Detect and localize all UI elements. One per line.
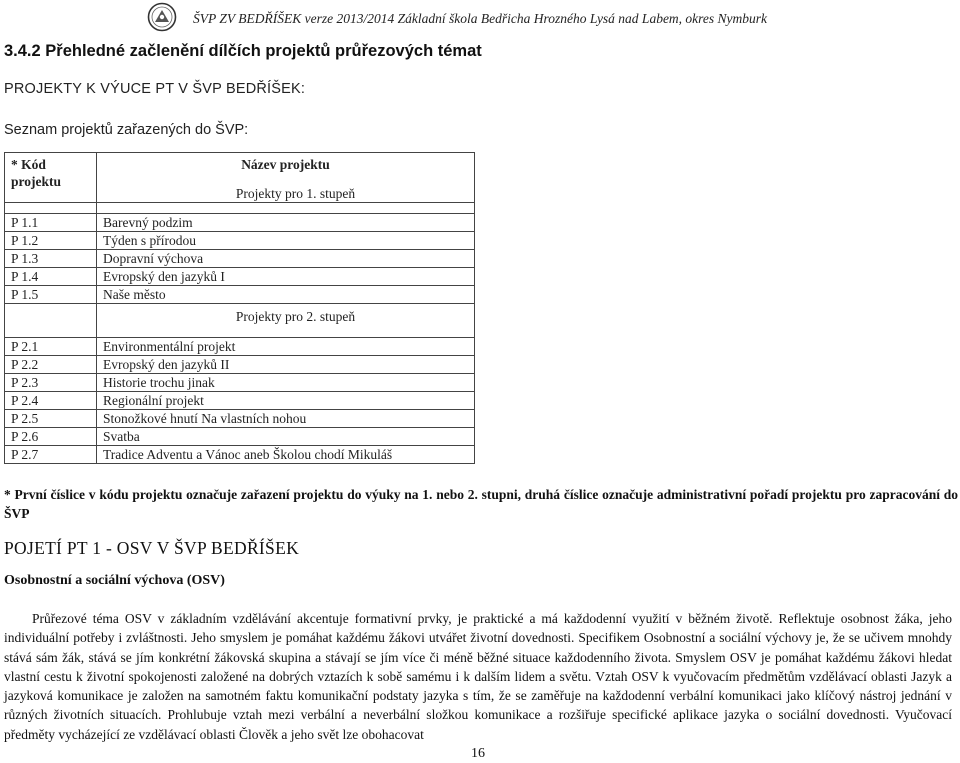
table-row: [5, 446, 475, 464]
project-code: P 1.1: [5, 214, 97, 232]
project-code: P 1.5: [5, 286, 97, 304]
table-row: [5, 250, 475, 268]
project-name: Evropský den jazyků I: [97, 268, 475, 286]
table-row: [5, 392, 475, 410]
projects-table: [4, 152, 475, 464]
osv-subheading: Osobnostní a sociální výchova (OSV): [4, 573, 225, 588]
page-number: 16: [471, 746, 485, 761]
project-code: P 1.2: [5, 232, 97, 250]
table-row: [5, 268, 475, 286]
spacer-row: [5, 203, 475, 214]
project-code: P 2.2: [5, 356, 97, 374]
project-name: Evropský den jazyků II: [97, 356, 475, 374]
project-name: Regionální projekt: [97, 392, 475, 410]
project-name: Barevný podzim: [97, 214, 475, 232]
project-code: P 2.1: [5, 338, 97, 356]
group1-rows: [5, 214, 475, 304]
project-name: Svatba: [97, 428, 475, 446]
group2-rows: [5, 338, 475, 464]
project-name: Naše město: [97, 286, 475, 304]
project-name: Historie trochu jinak: [97, 374, 475, 392]
footnote: * První číslice v kódu projektu označuje zařazení projektu do výuky na 1. nebo 2. stupni, druhá číslice označuje administrativní pořadí projektu pro zapracování do ŠVP: [4, 487, 958, 521]
table-row: [5, 286, 475, 304]
header-text: ŠVP ZV BEDŘÍŠEK verze 2013/2014 Základní škola Bedřicha Hrozného Lysá nad Labem, okres Nymburk: [193, 11, 768, 26]
group2-label: Projekty pro 2. stupeň: [97, 304, 475, 338]
page-header: [0, 0, 960, 32]
section-title: 3.4.2 Přehledné začlenění dílčích projektů průřezových témat: [4, 42, 482, 60]
osv-heading: POJETÍ PT 1 - OSV V ŠVP BEDŘÍŠEK: [4, 538, 300, 558]
table-row: [5, 356, 475, 374]
project-name: Dopravní výchova: [97, 250, 475, 268]
project-code: P 2.5: [5, 410, 97, 428]
table-row: [5, 214, 475, 232]
project-code: P 2.6: [5, 428, 97, 446]
project-name: Environmentální projekt: [97, 338, 475, 356]
header-name: Název projektu: [241, 157, 330, 172]
project-code: P 1.4: [5, 268, 97, 286]
project-code: P 1.3: [5, 250, 97, 268]
table-header-row: [5, 153, 475, 203]
project-code: P 2.7: [5, 446, 97, 464]
table-row: [5, 338, 475, 356]
table-row: [5, 428, 475, 446]
table-row: [5, 232, 475, 250]
project-code: P 2.3: [5, 374, 97, 392]
header-code: * Kód projektu: [5, 153, 97, 203]
header-name-cell: [97, 153, 475, 203]
project-name: Týden s přírodou: [97, 232, 475, 250]
group2-header-row: [5, 304, 475, 338]
list-title: Seznam projektů zařazených do ŠVP:: [4, 122, 249, 138]
project-code: P 2.4: [5, 392, 97, 410]
project-name: Stonožkové hnutí Na vlastních nohou: [97, 410, 475, 428]
school-crest-icon: [145, 2, 179, 32]
project-name: Tradice Adventu a Vánoc aneb Školou chodí Mikuláš: [97, 446, 475, 464]
subtitle: PROJEKTY K VÝUCE PT V ŠVP BEDŘÍŠEK:: [4, 81, 306, 97]
table-row: [5, 410, 475, 428]
table-row: [5, 374, 475, 392]
group1-label: Projekty pro 1. stupeň: [235, 186, 356, 201]
osv-paragraph: Průřezové téma OSV v základním vzdělávání akcentuje formativní prvky, je praktické a má každodenní využití v běžném životě. Reflektuje osobnost žáka, jeho individuální potřeby i zvláštnosti. Jeho smyslem je pomáhat každému žákovi utvářet životní dovednosti. Specifikem Osobnostní a sociální výchovy je, že se učivem mnohdy stává sám žák, stává se jím konkrétní žákovská skupina a stávají se jím více či méně běžné situace každodenního života. Smyslem OSV je pomáhat každému žákovi hledat vlastní cestu k životní spokojenosti založené na dobrých vztazích k sobě samému i k dalším lidem a světu. Vztah OSV k vyučovacím předmětům vzdělávací oblasti Jazyk a jazyková komunikace je založen na samotném faktu komunikační podstaty jazyka s tím, že se zaměřuje na každodenní verbální komunikaci jako klíčový nástroj jednání v různých životních situacích. Prohlubuje vztah mezi verbální a neverbální složkou komunikace a rozšiřuje specifické aplikace jazyka o sociální dovednosti. Vyučovací předměty vycházející ze vzdělávací oblasti Člověk a jeho svět lze obohacovat: [4, 611, 952, 742]
